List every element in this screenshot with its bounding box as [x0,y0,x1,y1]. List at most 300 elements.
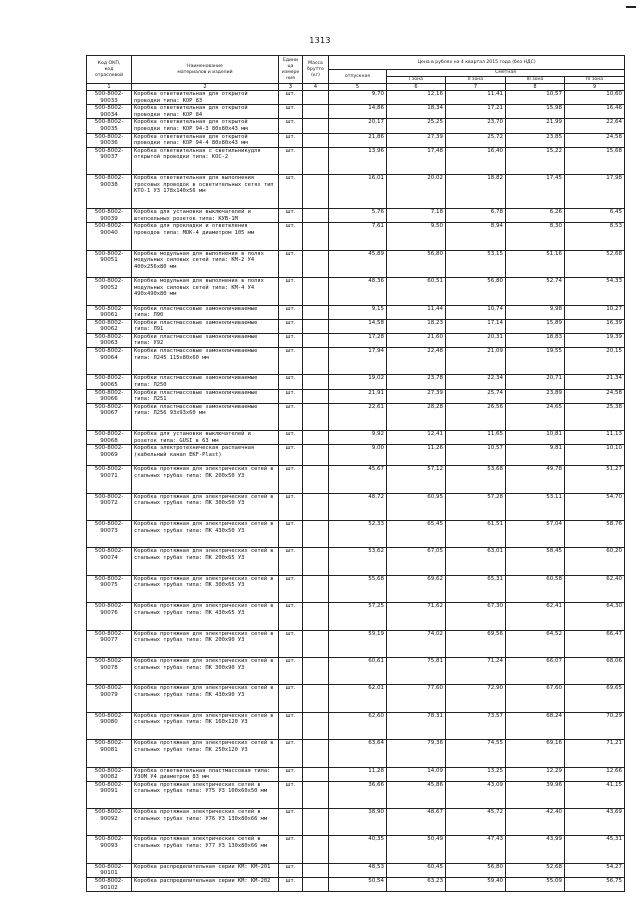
price-zone-3: 23,85 [506,133,565,147]
item-name: Коробки пластмассовые замоноличиваемые типа: Л250 [132,375,279,389]
price-zone-3: 68,24 [506,712,565,739]
corner-mark [626,6,636,8]
price-zone-2: 56,80 [446,278,506,305]
header-zone-4: IV зона [565,77,625,84]
header-unit: Едини ца измере ния [279,56,303,84]
price-zone-3: 49,78 [506,466,565,493]
item-mass [303,209,329,223]
item-name: Коробка ответвительная для открытой проводки типа: КОР 94-3 80х80х43 мм [132,119,279,133]
release-price: 52,33 [329,520,387,547]
item-code: 500-8002-90082 [87,767,132,781]
item-mass [303,250,329,277]
price-zone-3: 39,96 [506,781,565,808]
item-mass [303,133,329,147]
price-zone-4: 16,39 [565,319,625,333]
price-zone-2: 17,14 [446,319,506,333]
item-name: Коробка модульная для выполнения в полях модульных силовых сетей типа: КМ-4 У4 490х490х80 мм [132,278,279,305]
item-unit: шт. [279,105,303,119]
price-zone-4: 51,27 [565,466,625,493]
item-mass [303,878,329,892]
table-row [87,466,625,493]
price-zone-2: 20,31 [446,333,506,347]
release-price: 17,28 [329,333,387,347]
price-zone-1: 9,50 [387,223,446,250]
table-row [87,575,625,602]
item-code: 500-8002-90065 [87,375,132,389]
price-zone-2: 72,90 [446,685,506,712]
item-mass [303,809,329,836]
item-unit: шт. [279,119,303,133]
price-zone-1: 48,67 [387,809,446,836]
price-zone-3: 52,74 [506,278,565,305]
item-code: 500-8002-90040 [87,223,132,250]
item-code: 500-8002-90079 [87,685,132,712]
price-zone-2: 67,30 [446,603,506,630]
item-mass [303,305,329,319]
table-row [87,133,625,147]
item-name: Коробка протяжная для электрических сетей в стальных трубах типа: ПК 430х65 УЗ [132,603,279,630]
table-row [87,445,625,466]
release-price: 48,53 [329,863,387,877]
price-zone-2: 59,40 [446,878,506,892]
item-name: Коробка ответвительная с светильникудля открытой проводки типа: КОС-2 [132,147,279,174]
item-code: 500-8002-90033 [87,91,132,105]
price-zone-4: 17,98 [565,175,625,209]
item-unit: шт. [279,175,303,209]
price-zone-1: 28,28 [387,403,446,430]
table-header [87,56,625,91]
price-zone-1: 11,44 [387,305,446,319]
header-zone-2: II зона [446,77,506,84]
item-code: 500-8002-90101 [87,863,132,877]
price-zone-3: 18,83 [506,333,565,347]
price-zone-4: 25,38 [565,403,625,430]
price-zone-2: 65,31 [446,575,506,602]
price-zone-1: 27,39 [387,133,446,147]
price-zone-1: 22,48 [387,348,446,375]
item-name: Коробки пластмассовые замоноличиваемые типа: Л251 [132,389,279,403]
table-row [87,630,625,657]
item-unit: шт. [279,575,303,602]
item-unit: шт. [279,375,303,389]
item-name: Коробка электротехническая распаечная (кабельный канал EKF-Plast) [132,445,279,466]
release-price: 48,36 [329,278,387,305]
column-number: 6 [387,84,446,91]
release-price: 5,76 [329,209,387,223]
price-zone-4: 8,53 [565,223,625,250]
item-code: 500-8002-90073 [87,520,132,547]
price-zone-2: 71,24 [446,657,506,684]
item-code: 500-8002-90076 [87,603,132,630]
price-zone-3: 24,65 [506,403,565,430]
item-mass [303,685,329,712]
table-row [87,767,625,781]
item-unit: шт. [279,278,303,305]
price-zone-2: 23,70 [446,119,506,133]
table-row [87,685,625,712]
release-price: 20,17 [329,119,387,133]
item-name: Коробки пластмассовые замоноличиваемые типа: Л245 115х80х60 мм [132,348,279,375]
price-zone-1: 27,39 [387,389,446,403]
table-row [87,548,625,575]
item-unit: шт. [279,767,303,781]
item-name: Коробка протяжная для электрических сетей в стальных трубах типа: ПК 300х50 УЗ [132,493,279,520]
price-zone-2: 43,09 [446,781,506,808]
price-zone-3: 53,11 [506,493,565,520]
release-price: 22,61 [329,403,387,430]
price-zone-4: 19,39 [565,333,625,347]
price-zone-2: 22,34 [446,375,506,389]
table-row [87,147,625,174]
item-unit: шт. [279,209,303,223]
price-zone-3: 66,07 [506,657,565,684]
price-zone-1: 25,25 [387,119,446,133]
table-row [87,836,625,863]
price-zone-2: 17,21 [446,105,506,119]
item-mass [303,520,329,547]
item-name: Коробка протяжная электрических сетей в стальных трубах типа: У76 УЗ 130х80х66 мм [132,809,279,836]
release-price: 21,86 [329,133,387,147]
item-unit: шт. [279,333,303,347]
price-zone-1: 20,02 [387,175,446,209]
price-zone-4: 45,31 [565,836,625,863]
price-zone-3: 9,98 [506,305,565,319]
item-unit: шт. [279,348,303,375]
item-code: 500-8002-90091 [87,781,132,808]
item-code: 500-8002-90092 [87,809,132,836]
price-zone-1: 71,62 [387,603,446,630]
table-row [87,375,625,389]
table-row [87,493,625,520]
price-zone-1: 50,49 [387,836,446,863]
price-zone-3: 15,89 [506,319,565,333]
column-number: 5 [329,84,387,91]
release-price: 45,89 [329,250,387,277]
price-zone-1: 18,23 [387,319,446,333]
price-zone-4: 11,13 [565,431,625,445]
table-row [87,319,625,333]
release-price: 63,64 [329,740,387,767]
item-code: 500-8002-90078 [87,657,132,684]
price-zone-4: 24,58 [565,389,625,403]
price-zone-2: 21,09 [446,348,506,375]
price-zone-1: 74,02 [387,630,446,657]
release-price: 13,96 [329,147,387,174]
price-zone-4: 10,27 [565,305,625,319]
item-unit: шт. [279,431,303,445]
item-unit: шт. [279,685,303,712]
item-code: 500-8002-90077 [87,630,132,657]
table-row [87,91,625,105]
item-mass [303,278,329,305]
price-zone-2: 45,72 [446,809,506,836]
price-zone-3: 64,52 [506,630,565,657]
item-mass [303,657,329,684]
item-mass [303,333,329,347]
item-mass [303,223,329,250]
release-price: 50,54 [329,878,387,892]
price-zone-2: 11,65 [446,431,506,445]
release-price: 19,02 [329,375,387,389]
price-zone-4: 15,68 [565,147,625,174]
item-name: Коробка ответвительная пластмассовая типа: УЗОМ У4 диаметром 83 мм [132,767,279,781]
price-zone-3: 15,98 [506,105,565,119]
price-zone-4: 10,60 [565,91,625,105]
item-name: Коробка для установки выключателей и розеток типа: GUSI в 63 мм [132,431,279,445]
price-zone-1: 77,60 [387,685,446,712]
table-row [87,809,625,836]
price-zone-2: 25,74 [446,389,506,403]
price-zone-1: 60,95 [387,493,446,520]
table-row [87,389,625,403]
price-zone-3: 67,60 [506,685,565,712]
price-zone-1: 12,41 [387,431,446,445]
release-price: 55,68 [329,575,387,602]
header-name: Наименование материалов и изделий [132,56,279,84]
item-name: Коробка протяжная электрических сетей в стальных трубах типа: У77 УЗ 130х80х66 мм [132,836,279,863]
price-zone-2: 10,57 [446,445,506,466]
price-zone-3: 10,81 [506,431,565,445]
price-zone-4: 54,27 [565,863,625,877]
price-zone-1: 12,16 [387,91,446,105]
item-mass [303,466,329,493]
price-zone-2: 13,25 [446,767,506,781]
price-zone-3: 23,89 [506,389,565,403]
column-number: 9 [565,84,625,91]
item-name: Коробки пластмассовые замоноличиваемые типа: Л90 [132,305,279,319]
item-name: Коробка для прокладки и ответвления проводов типа: МОК-4 диаметром 105 мм [132,223,279,250]
price-zone-3: 17,45 [506,175,565,209]
item-code: 500-8002-90071 [87,466,132,493]
price-zone-3: 58,45 [506,548,565,575]
price-zone-3: 42,40 [506,809,565,836]
price-zone-3: 15,22 [506,147,565,174]
release-price: 59,19 [329,630,387,657]
item-code: 500-8002-90069 [87,445,132,466]
item-unit: шт. [279,878,303,892]
item-name: Коробки пластмассовые замоноличиваемые типа: Л91 [132,319,279,333]
item-mass [303,348,329,375]
release-price: 9,00 [329,445,387,466]
price-zone-3: 57,04 [506,520,565,547]
table-row [87,603,625,630]
price-zone-4: 12,66 [565,767,625,781]
item-mass [303,119,329,133]
price-zone-1: 21,60 [387,333,446,347]
release-price: 62,01 [329,685,387,712]
column-number-row [87,84,625,91]
release-price: 14,58 [329,319,387,333]
price-zone-2: 25,72 [446,133,506,147]
release-price: 36,66 [329,781,387,808]
release-price: 21,91 [329,389,387,403]
price-zone-4: 20,15 [565,348,625,375]
price-zone-3: 19,55 [506,348,565,375]
item-mass [303,781,329,808]
item-name: Коробка ответвительная для выполнения тросовых проводок в осветительных сетях тип КТО-1 УЗ 178х140х56 мм [132,175,279,209]
release-price: 14,86 [329,105,387,119]
price-zone-2: 11,41 [446,91,506,105]
item-unit: шт. [279,863,303,877]
price-zone-4: 71,21 [565,740,625,767]
table-row [87,333,625,347]
table-row [87,250,625,277]
item-name: Коробка протяжная для электрических сетей в стальных трубах типа: ПК 250х120 УЗ [132,740,279,767]
price-zone-1: 65,45 [387,520,446,547]
item-mass [303,767,329,781]
item-mass [303,575,329,602]
item-mass [303,175,329,209]
item-code: 500-8002-90051 [87,250,132,277]
item-unit: шт. [279,809,303,836]
price-zone-3: 21,99 [506,119,565,133]
item-name: Коробка ответвительная для открытой проводки типа: КОР 94-4 80х80х43 мм [132,133,279,147]
price-zone-1: 79,36 [387,740,446,767]
item-unit: шт. [279,147,303,174]
item-unit: шт. [279,520,303,547]
price-zone-1: 69,62 [387,575,446,602]
price-zone-2: 18,82 [446,175,506,209]
item-unit: шт. [279,466,303,493]
item-mass [303,389,329,403]
item-unit: шт. [279,548,303,575]
item-unit: шт. [279,836,303,863]
item-name: Коробка протяжная для электрических сетей в стальных трубах типа: ПК 200х50 УЗ [132,466,279,493]
table-row [87,403,625,430]
item-code: 500-8002-90102 [87,878,132,892]
table-row [87,863,625,877]
release-price: 9,15 [329,305,387,319]
item-mass [303,740,329,767]
item-code: 500-8002-90064 [87,348,132,375]
table-row [87,305,625,319]
price-zone-2: 53,68 [446,466,506,493]
column-number: 7 [446,84,506,91]
item-mass [303,147,329,174]
header-code: Код ОКП, код отраслевой [87,56,132,84]
item-code: 500-8002-90063 [87,333,132,347]
header-price-title: Цена в рублях на 4 квартал 2015 года (без НДС) [329,56,625,70]
item-name: Коробка модульная для выполнения в полях модульных силовых сетей типа: КМ-2 У4 400х256х80 мм [132,250,279,277]
price-zone-1: 17,48 [387,147,446,174]
price-zone-1: 18,34 [387,105,446,119]
item-unit: шт. [279,657,303,684]
price-zone-4: 10,10 [565,445,625,466]
item-name: Коробка протяжная для электрических сетей в стальных трубах типа: ПК 430х90 УЗ [132,685,279,712]
price-zone-2: 74,55 [446,740,506,767]
header-zone-3: III зона [506,77,565,84]
item-name: Коробка протяжная для электрических сетей в стальных трубах типа: ПК 300х65 УЗ [132,575,279,602]
item-code: 500-8002-90052 [87,278,132,305]
item-mass [303,403,329,430]
column-number: 3 [279,84,303,91]
price-zone-4: 22,64 [565,119,625,133]
item-unit: шт. [279,493,303,520]
price-zone-4: 70,29 [565,712,625,739]
table-row [87,105,625,119]
price-zone-3: 10,57 [506,91,565,105]
price-zone-4: 64,30 [565,603,625,630]
price-zone-3: 20,71 [506,375,565,389]
item-mass [303,375,329,389]
item-name: Коробка протяжная для электрических сетей в стальных трубах типа: ПК 430х50 УЗ [132,520,279,547]
item-unit: шт. [279,91,303,105]
price-zone-3: 55,09 [506,878,565,892]
item-code: 500-8002-90072 [87,493,132,520]
item-name: Коробки пластмассовые замоноличиваемые типа: У92 [132,333,279,347]
table-row [87,175,625,209]
price-zone-2: 69,56 [446,630,506,657]
item-unit: шт. [279,403,303,430]
price-zone-4: 56,75 [565,878,625,892]
item-name: Коробка протяжная для электрических сетей в стальных трубах типа: ПК 200х90 УЗ [132,630,279,657]
price-zone-2: 16,40 [446,147,506,174]
item-mass [303,319,329,333]
price-zone-1: 60,45 [387,863,446,877]
item-code: 500-8002-90081 [87,740,132,767]
price-zone-1: 45,86 [387,781,446,808]
item-unit: шт. [279,133,303,147]
price-zone-1: 11,26 [387,445,446,466]
price-zone-4: 43,69 [565,809,625,836]
price-zone-4: 62,40 [565,575,625,602]
price-zone-1: 75,81 [387,657,446,684]
release-price: 60,61 [329,657,387,684]
price-zone-2: 73,57 [446,712,506,739]
release-price: 9,92 [329,431,387,445]
item-unit: шт. [279,223,303,250]
price-zone-2: 6,78 [446,209,506,223]
item-mass [303,836,329,863]
header-mass: Масса брутто (кг) [303,56,329,84]
price-zone-4: 66,47 [565,630,625,657]
release-price: 48,72 [329,493,387,520]
header-release-price: отпускная [329,70,387,84]
release-price: 9,70 [329,91,387,105]
item-name: Коробка ответвительная для открытой проводки типа: КОР 84 [132,105,279,119]
table-body [87,91,625,892]
price-zone-4: 41,15 [565,781,625,808]
price-zone-2: 63,01 [446,548,506,575]
item-code: 500-8002-90037 [87,147,132,174]
item-code: 500-8002-90035 [87,119,132,133]
price-zone-1: 63,23 [387,878,446,892]
item-code: 500-8002-90068 [87,431,132,445]
item-code: 500-8002-90080 [87,712,132,739]
item-mass [303,548,329,575]
item-name: Коробка распределительная серии КМ: КМ-202 [132,878,279,892]
header-zone-1: I зона [387,77,446,84]
item-code: 500-8002-90038 [87,175,132,209]
column-number: 1 [87,84,132,91]
price-zone-3: 9,81 [506,445,565,466]
item-code: 500-8002-90036 [87,133,132,147]
item-unit: шт. [279,319,303,333]
price-zone-3: 69,16 [506,740,565,767]
release-price: 38,90 [329,809,387,836]
page-number: 1313 [309,36,331,45]
price-zone-3: 43,99 [506,836,565,863]
price-zone-4: 54,70 [565,493,625,520]
price-table [86,55,625,892]
price-zone-2: 57,28 [446,493,506,520]
item-mass [303,603,329,630]
table-row [87,520,625,547]
price-zone-1: 78,31 [387,712,446,739]
price-zone-1: 7,18 [387,209,446,223]
price-zone-4: 6,45 [565,209,625,223]
item-unit: шт. [279,630,303,657]
